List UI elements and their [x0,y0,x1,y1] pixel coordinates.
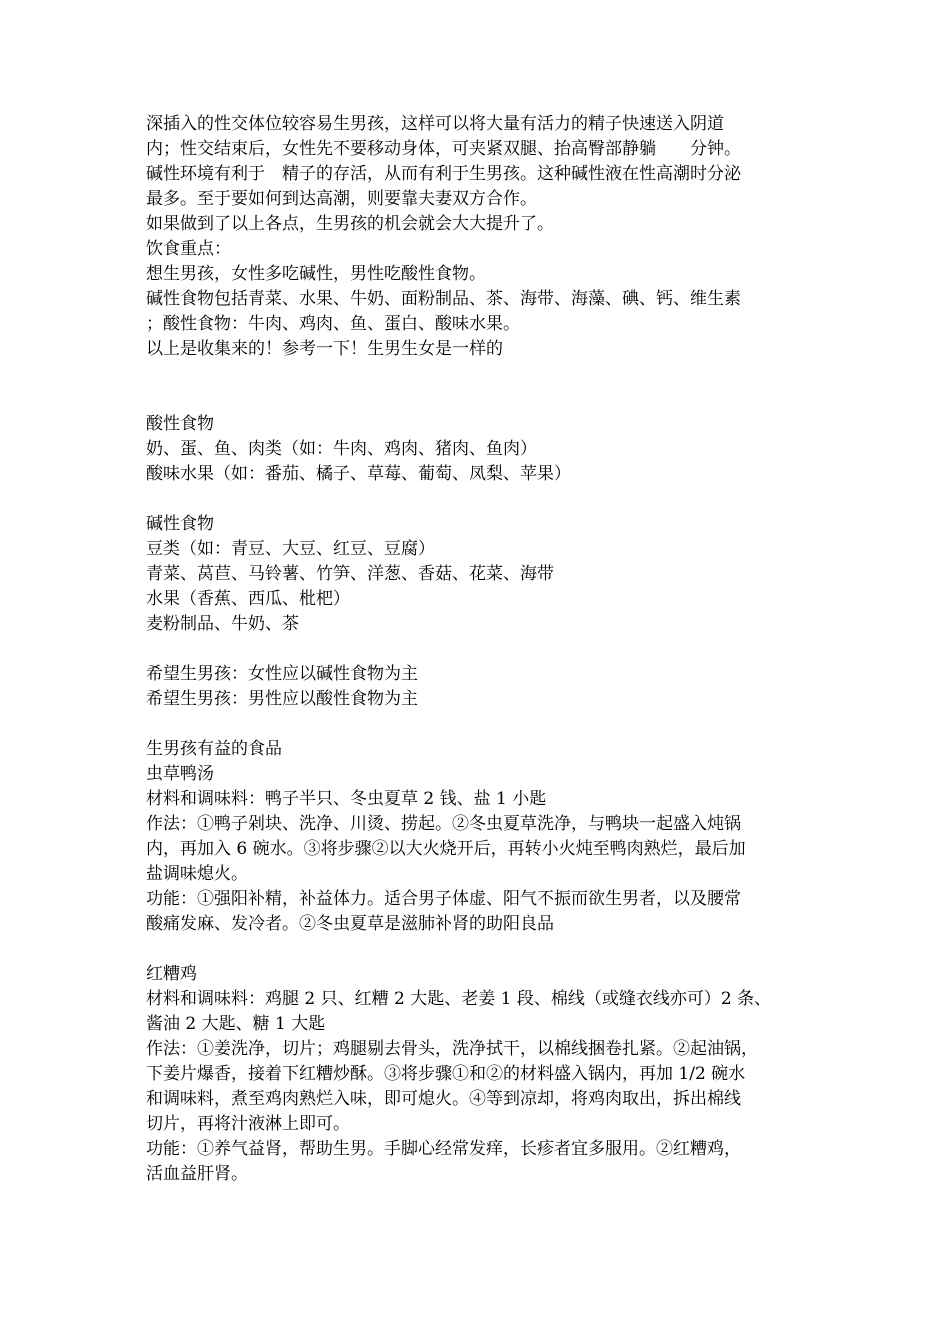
text-line: 作法：①鸭子剁块、洗净、川烫、捞起。②冬虫夏草洗净，与鸭块一起盛入炖锅 [146,814,741,834]
text-line: 最多。至于要如何到达高潮，则要靠夫妻双方合作。 [146,189,537,209]
text-line: 酸味水果（如：番茄、橘子、草莓、葡萄、凤梨、苹果） [146,464,571,484]
text-line: 水果（香蕉、西瓜、枇杷） [146,589,350,609]
text-line: 奶、蛋、鱼、肉类（如：牛肉、鸡肉、猪肉、鱼肉） [146,439,537,459]
text-line: 下姜片爆香，接着下红糟炒酥。③将步骤①和②的材料盛入锅内，再加 1/2 碗水 [146,1064,746,1084]
blank-line [146,362,816,387]
text-line: ；酸性食物：牛肉、鸡肉、鱼、蛋白、酸味水果。 [146,314,520,334]
text-line: 碱性环境有利于 精子的存活，从而有利于生男孩。这种碱性液在性高潮时分泌 [146,164,741,184]
text-line: 麦粉制品、牛奶、茶 [146,614,299,634]
text-line: 豆类（如：青豆、大豆、红豆、豆腐） [146,539,435,559]
text-line: 切片，再将汁液淋上即可。 [146,1114,350,1134]
text-line: 红糟鸡 [146,964,197,984]
text-line: 青菜、莴苣、马铃薯、竹笋、洋葱、香菇、花菜、海带 [146,564,554,584]
blank-line [146,937,816,962]
text-line: 功能：①强阳补精，补益体力。适合男子体虚、阳气不振而欲生男者，以及腰常 [146,889,741,909]
text-line: 盐调味熄火。 [146,864,248,884]
text-line: 希望生男孩：男性应以酸性食物为主 [146,689,418,709]
blank-line [146,637,816,662]
text-line: 酸痛发麻、发冷者。②冬虫夏草是滋肺补肾的助阳良品 [146,914,554,934]
text-line: 内；性交结束后，女性先不要移动身体，可夹紧双腿、抬高臀部静躺 分钟。 [146,139,741,159]
text-line: 想生男孩，女性多吃碱性，男性吃酸性食物。 [146,264,486,284]
text-line: 材料和调味料：鸭子半只、冬虫夏草 2 钱、盐 1 小匙 [146,789,547,809]
text-line: 以上是收集来的！参考一下！生男生女是一样的 [146,339,503,359]
blank-line [146,712,816,737]
text-line: 如果做到了以上各点，生男孩的机会就会大大提升了。 [146,214,554,234]
text-line: 酱油 2 大匙、糖 1 大匙 [146,1014,326,1034]
blank-line [146,387,816,412]
document-body [146,112,816,1187]
text-line: 活血益肝肾。 [146,1164,248,1184]
text-line: 和调味料，煮至鸡肉熟烂入味，即可熄火。④等到凉却，将鸡肉取出，拆出棉线 [146,1089,741,1109]
text-line: 碱性食物包括青菜、水果、牛奶、面粉制品、茶、海带、海藻、碘、钙、维生素 [146,289,741,309]
text-line: 生男孩有益的食品 [146,739,282,759]
text-line: 碱性食物 [146,514,214,534]
blank-line [146,487,816,512]
text-line: 功能：①养气益肾，帮助生男。手脚心经常发痒，长疹者宜多服用。②红糟鸡， [146,1139,741,1159]
text-line: 材料和调味料：鸡腿 2 只、红糟 2 大匙、老姜 1 段、棉线（或缝衣线亦可）2 条、 [146,989,772,1009]
text-line: 希望生男孩：女性应以碱性食物为主 [146,664,418,684]
text-line: 饮食重点： [146,239,231,259]
text-line: 深插入的性交体位较容易生男孩，这样可以将大量有活力的精子快速送入阴道 [146,114,724,134]
text-line: 酸性食物 [146,414,214,434]
text-line: 作法：①姜洗净，切片；鸡腿剔去骨头，洗净拭干，以棉线捆卷扎紧。②起油锅， [146,1039,758,1059]
text-line: 内，再加入 6 碗水。③将步骤②以大火烧开后，再转小火炖至鸭肉熟烂，最后加 [146,839,746,859]
text-line: 虫草鸭汤 [146,764,214,784]
